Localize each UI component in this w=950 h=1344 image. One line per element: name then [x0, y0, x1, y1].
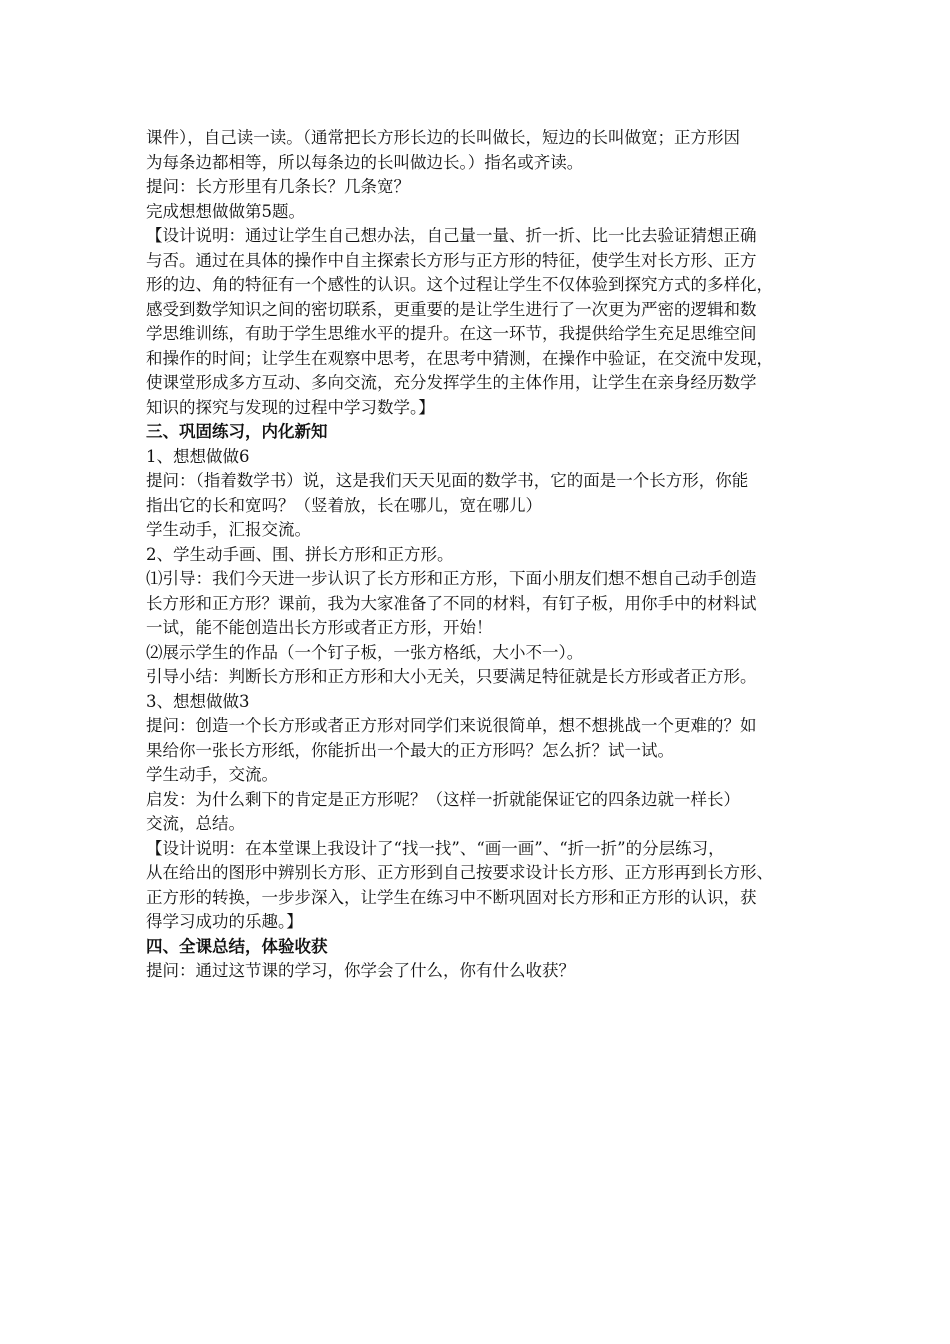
text-line: 长方形和正方形？课前，我为大家准备了不同的材料，有钉子板，用你手中的材料试	[146, 593, 757, 613]
text-line: 启发：为什么剩下的肯定是正方形呢？（这样一折就能保证它的四条边就一样长）	[146, 789, 740, 809]
text-line: 知识的探究与发现的过程中学习数学。】	[146, 397, 435, 417]
text-line: 使课堂形成多方互动、多向交流，充分发挥学生的主体作用，让学生在亲身经历数学	[146, 373, 757, 392]
text-line: 提问：创造一个长方形或者正方形对同学们来说很简单，想不想挑战一个更难的？如	[146, 716, 757, 735]
text-line: 形的边、角的特征有一个感性的认识。这个过程让学生不仅体验到探究方式的多样化，	[146, 275, 773, 294]
text-line: 1、想想做做6	[146, 446, 250, 466]
text-line: 3、想想做做3	[146, 691, 250, 711]
text-line: 一试，能不能创造出长方形或者正方形，开始！	[146, 618, 493, 637]
text-line: 与否。通过在具体的操作中自主探索长方形与正方形的特征，使学生对长方形、正方	[146, 250, 757, 270]
document-body	[146, 126, 818, 984]
section-heading: 三、巩固练习，内化新知	[146, 422, 328, 441]
text-line: 交流，总结。	[146, 814, 245, 833]
text-line: ⑵展示学生的作品（一个钉子板，一张方格纸，大小不一）。	[146, 642, 584, 662]
text-line: 提问：长方形里有几条长？几条宽？	[146, 177, 410, 196]
text-line: 提问：（指着数学书）说，这是我们天天见面的数学书，它的面是一个长方形，你能	[146, 471, 749, 490]
text-line: 【设计说明：在本堂课上我设计了“找一找”、“画一画”、“折一折”的分层练习，	[146, 838, 725, 858]
text-line: 提问：通过这节课的学习，你学会了什么，你有什么收获？	[146, 961, 575, 980]
text-line: 得学习成功的乐趣。】	[146, 912, 303, 931]
text-line: 完成想想做做第5题。	[146, 201, 305, 221]
text-line: 学思维训练，有助于学生思维水平的提升。在这一环节，我提供给学生充足思维空间	[146, 324, 757, 343]
text-line: 和操作的时间；让学生在观察中思考，在思考中猜测，在操作中验证，在交流中发现，	[146, 348, 773, 368]
text-line: 为每条边都相等，所以每条边的长叫做边长。）指名或齐读。	[146, 152, 584, 172]
section-heading: 四、全课总结，体验收获	[146, 936, 328, 956]
text-line: 引导小结：判断长方形和正方形和大小无关，只要满足特征就是长方形或者正方形。	[146, 667, 757, 686]
text-line: 2、学生动手画、围、拼长方形和正方形。	[146, 544, 454, 564]
text-line: 从在给出的图形中辨别长方形、正方形到自己按要求设计长方形、正方形再到长方形、	[146, 863, 773, 882]
text-line: 正方形的转换，一步步深入，让学生在练习中不断巩固对长方形和正方形的认识，获	[146, 887, 757, 907]
text-line: 【设计说明：通过让学生自己想办法，自己量一量、折一折、比一比去验证猜想正确	[146, 226, 757, 245]
text-line: 果给你一张长方形纸，你能折出一个最大的正方形吗？怎么折？试一试。	[146, 740, 674, 760]
text-line: 指出它的长和宽吗？（竖着放，长在哪儿，宽在哪儿）	[146, 495, 542, 515]
text-line: 课件），自己读一读。（通常把长方形长边的长叫做长，短边的长叫做宽；正方形因	[146, 128, 740, 147]
text-line: 学生动手，交流。	[146, 765, 278, 784]
text-line: 学生动手，汇报交流。	[146, 520, 311, 539]
text-line: 感受到数学知识之间的密切联系，更重要的是让学生进行了一次更为严密的逻辑和数	[146, 299, 757, 319]
text-line: ⑴引导：我们今天进一步认识了长方形和正方形，下面小朋友们想不想自己动手创造	[146, 569, 757, 588]
